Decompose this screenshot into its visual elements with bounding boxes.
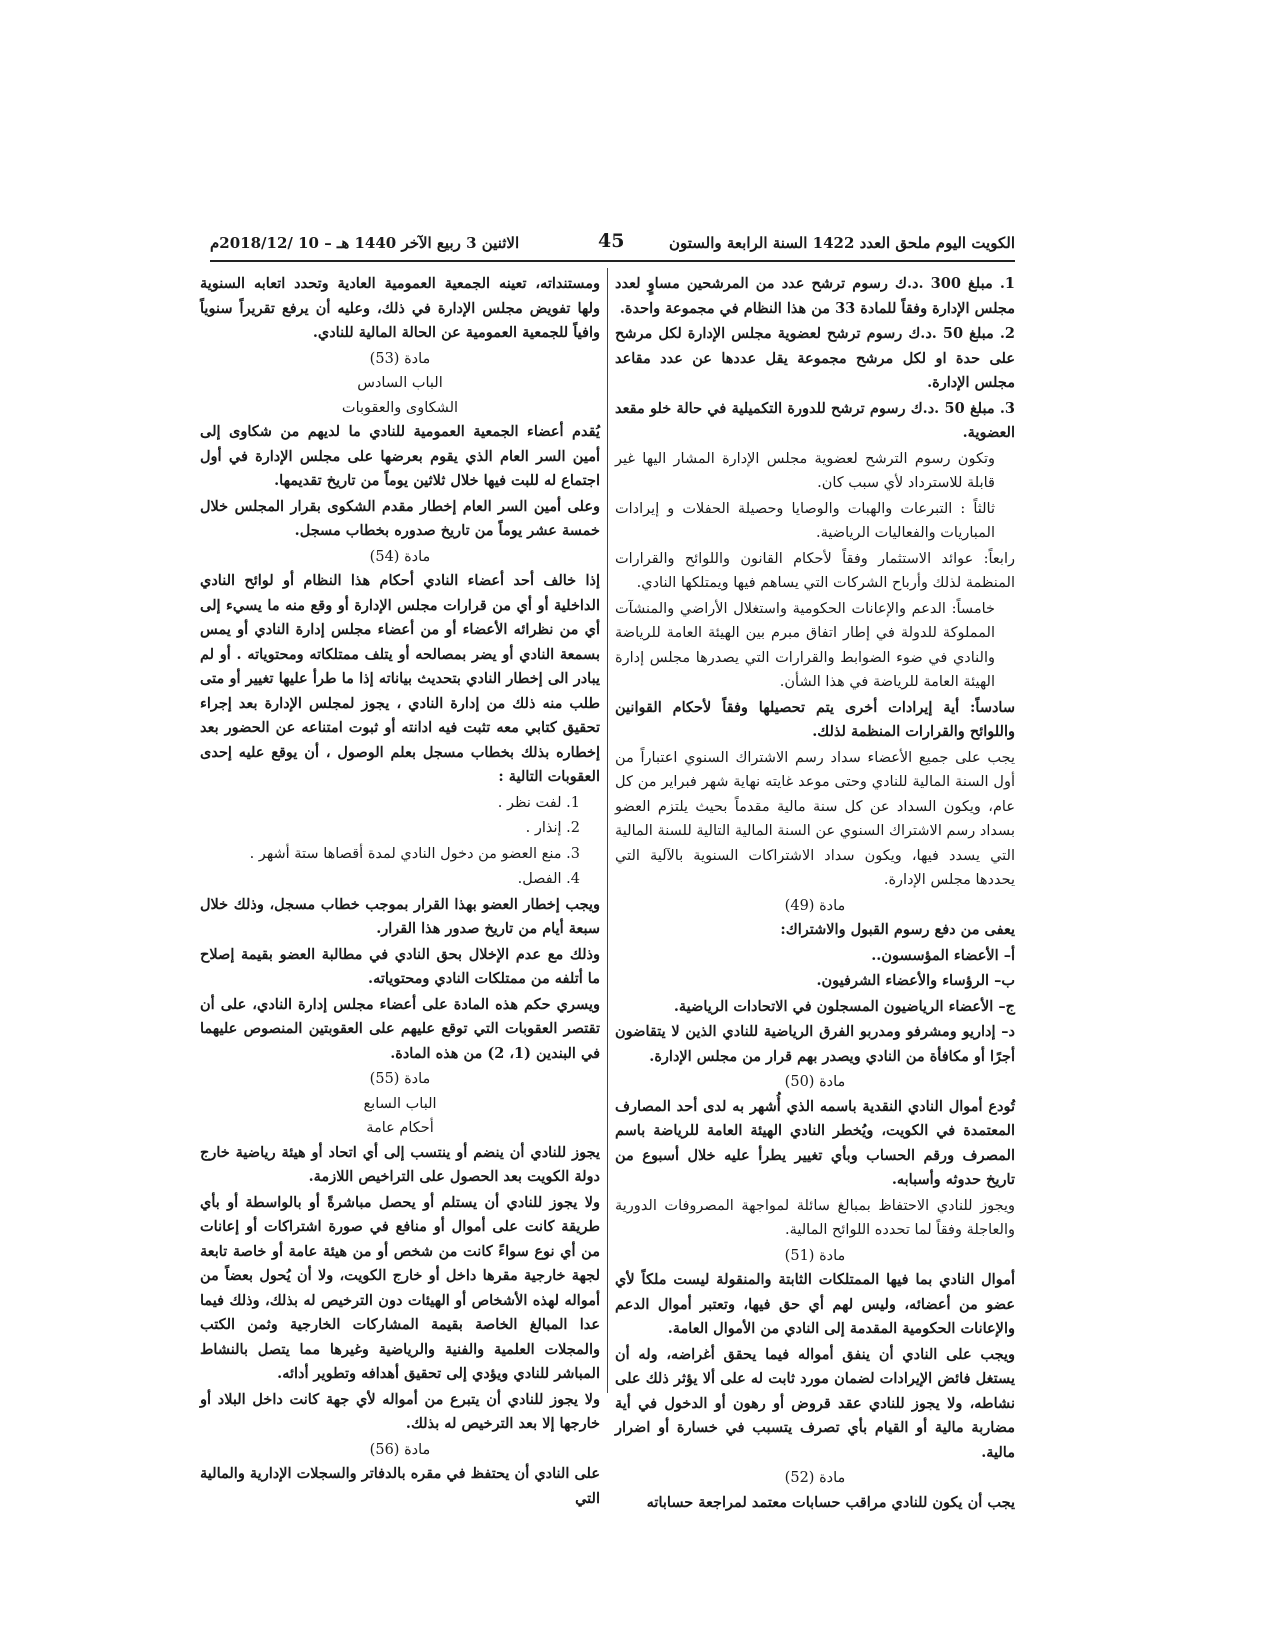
chapter-heading: الباب السابع [363, 1095, 437, 1112]
paragraph: يعفى من دفع رسوم القبول والاشتراك: [780, 921, 1015, 938]
paragraph: 3. مبلغ 50 .د.ك رسوم ترشح للدورة التكميلية في حالة خلو مقعد العضوية. [615, 399, 1016, 441]
paragraph: على النادي أن يحتفظ في مقره بالدفاتر والسجلات الإدارية والمالية التي [200, 1465, 600, 1507]
paragraph: 1. مبلغ 300 .د.ك رسوم ترشح عدد من المرشحين مساوٍ لعدد مجلس الإدارة وفقاً للمادة 33 من هذا النظام في مجموعة واحدة. [615, 275, 1015, 317]
paragraph: ولا يجوز للنادي أن يستلم أو يحصل مباشرةً أو بالواسطة أو بأي طريقة كانت على أموال أو منافع في صورة اشتراكات أو إعانات من أي نوع سواءً كانت من شخص أو من هيئة عامة أو خاصة تابعة لجهة خارجية مقرها داخل أو خارج الكويت، ولا أن يُحول بعضاً من أمواله لهذه الأشخاص أو الهيئات دون الترخيص له بذلك، وذلك فيما عدا المبالغ الخاصة بقيمة المشاركات الخارجية وثمن الكتب والمجلات العلمية والفنية والرياضية وغيرها مما يتصل بالنشاط المباشر للنادي ويؤدي إلى تحقيق أهدافه وتطوير أدائه. [200, 1193, 600, 1382]
header-rule [210, 260, 1015, 262]
page-number: 45 [598, 230, 625, 252]
list-item: ج– الأعضاء الرياضيون المسجلون في الاتحادات الرياضية. [673, 997, 1015, 1015]
paragraph: وعلى أمين السر العام إخطار مقدم الشكوى بقرار المجلس خلال خمسة عشر يوماً من تاريخ صدوره بخطاب مسجل. [200, 497, 600, 539]
paragraph: يجب أن يكون للنادي مراقب حسابات معتمد لمراجعة حساباته [646, 1493, 1015, 1511]
paragraph: ويجب على النادي أن ينفق أمواله فيما يحقق أغراضه، وله أن يستغل فائض الإيرادات لضمان مورد ثابت له على ألا يؤثر ذلك على نشاطه، ولا يجوز للنادي عقد قروض أو رهون أو الدخول في أية مضاربة مالية أو القيام بأي تصرف يتسبب في خسارة أو اضرار مالية. [615, 1345, 1015, 1461]
chapter-heading: الباب السادس [357, 375, 443, 391]
paragraph: خامساً: الدعم والإعانات الحكومية واستغلال الأراضي والمنشآت المملوكة للدولة في إطار اتفاق مبرم بين الهيئة العامة للرياضة والنادي في ضوء الضوابط والقرارات التي يصدرها مجلس إدارة الهيئة العامة للرياضة في هذا الشأن. [615, 600, 995, 690]
list-item: 4. الفصل. [517, 871, 580, 887]
paragraph: وتكون رسوم الترشح لعضوية مجلس الإدارة المشار اليها غير قابلة للاسترداد لأي سبب كان. [615, 450, 995, 491]
page-header [210, 230, 1015, 258]
paragraph: ولا يجوز للنادي أن يتبرع من أمواله لأي جهة كانت داخل البلاد أو خارجها إلا بعد الترخيص له بذلك. [200, 1390, 600, 1432]
header-publication: الكويت اليوم ملحق العدد 1422 السنة الرابعة والستون [669, 234, 1015, 252]
list-item: ب– الرؤساء والأعضاء الشرفيون. [816, 972, 1015, 989]
right-column [615, 272, 1015, 1516]
paragraph: تُودع أموال النادي النقدية باسمه الذي أُشهر به لدى أحد المصارف المعتمدة في الكويت، ويُخطر النادي الهيئة العامة للرياضة باسم المصرف ورقم الحساب وبأي تغيير يطرأ عليه خلال أسبوع من تاريخ حدوثه وأسبابه. [615, 1097, 1015, 1188]
paragraph: إذا خالف أحد أعضاء النادي أحكام هذا النظام أو لوائح النادي الداخلية أو أي من قرارات مجلس الإدارة أو وقع منه ما يسيء إلى أي من نظرائه الأعضاء أو من أعضاء مجلس إدارة النادي أو يمس بسمعة النادي أو يضر بمصالحه أو يتلف ممتلكاته ومحتوياته . أو لم يبادر الى إخطار النادي بتحديث بياناته إذا ما طرأ عليها تغيير أو متى طلب منه ذلك من إدارة النادي ، يجوز لمجلس الإدارة بعد إجراء تحقيق كتابي معه تثبت فيه ادانته أو ثبوت امتناعه عن الحضور بعد إخطاره بذلك بخطاب مسجل بعلم الوصول ، أن يوقع عليه إحدى العقوبات التالية : [200, 572, 600, 785]
article-heading: مادة (52) [784, 1470, 846, 1486]
article-heading: مادة (49) [784, 897, 846, 914]
paragraph: ثالثاً : التبرعات والهبات والوصايا وحصيلة الحفلات و إيرادات المباريات والفعاليات الرياضية. [615, 500, 995, 541]
list-item: د– إداريو ومشرفو ومدربو الفرق الرياضية للنادي الذين لا يتقاضون أجرًا أو مكافأة من النادي ويصدر بهم قرار من مجلس الإدارة. [615, 1023, 1015, 1065]
list-item: 2. إنذار . [525, 820, 580, 836]
list-item: 1. لفت نظر . [497, 794, 580, 811]
article-heading: مادة (55) [369, 1071, 431, 1087]
paragraph: ويجب إخطار العضو بهذا القرار بموجب خطاب مسجل، وذلك خلال سبعة أيام من تاريخ صدور هذا القرار. [200, 895, 600, 937]
chapter-subheading: أحكام عامة [366, 1120, 434, 1136]
paragraph: وذلك مع عدم الإخلال بحق النادي في مطالبة العضو بقيمة إصلاح ما أتلفه من ممتلكات النادي ومحتوياته. [200, 945, 600, 987]
paragraph: سادساً: أية إيرادات أخرى يتم تحصيلها وفقاً لأحكام القوانين واللوائح والقرارات المنظمة لذلك. [615, 698, 1015, 740]
paragraph: ويجوز للنادي الاحتفاظ بمبالغ سائلة لمواجهة المصروفات الدورية والعاجلة وفقاً لما تحدده اللوائح المالية. [615, 1197, 1015, 1238]
list-item: أ– الأعضاء المؤسسون.. [871, 946, 1015, 964]
header-date: الاثنين 3 ربيع الآخر 1440 هـ – 10 /2018/12م [210, 234, 520, 252]
left-column [200, 272, 600, 1512]
paragraph: ومستنداته، تعينه الجمعية العمومية العادية وتحدد اتعابه السنوية ولها تفويض مجلس الإدارة في ذلك، وعليه أن يرفع تقريراً سنوياً وافياً للجمعية العمومية عن الحالة المالية للنادي. [200, 275, 600, 341]
article-heading: مادة (51) [784, 1247, 846, 1264]
paragraph: يجب على جميع الأعضاء سداد رسم الاشتراك السنوي اعتباراً من أول السنة المالية للنادي وحتى موعد غايته نهاية شهر فبراير من كل عام، ويكون السداد عن كل سنة مالية مقدماً بحيث يلتزم العضو بسداد رسم الاشتراك السنوي عن السنة المالية التالية للسنة المالية التي يسدد فيها، ويكون سداد الاشتراكات السنوية بالآلية التي يحددها مجلس الإدارة. [615, 749, 1015, 888]
list-item: 3. منع العضو من دخول النادي لمدة أقصاها ستة أشهر . [249, 845, 580, 862]
paragraph: 2. مبلغ 50 .د.ك رسوم ترشح لعضوية مجلس الإدارة لكل مرشح على حدة او لكل مرشح مجموعة يقل عددها عن عدد مقاعد مجلس الإدارة. [615, 325, 1015, 391]
chapter-subheading: الشكاوى والعقوبات [341, 399, 459, 416]
paragraph: رابعاً: عوائد الاستثمار وفقاً لأحكام القانون واللوائح والقرارات المنظمة لذلك وأرباح الشركات التي يساهم فيها ويمتلكها النادي. [615, 550, 1015, 591]
column-divider [607, 268, 608, 1393]
paragraph: ويسري حكم هذه المادة على أعضاء مجلس إدارة النادي، على أن تقتصر العقوبات التي توقع عليهم على العقوبتين المنصوص عليهما في البندين (1، 2) من هذه المادة. [200, 995, 600, 1062]
paragraph: أموال النادي بما فيها الممتلكات الثابتة والمنقولة ليست ملكاً لأي عضو من أعضائه، وليس لهم أي حق فيها، وتعتبر أموال الدعم والإعانات الحكومية المقدمة إلى النادي من الأموال العامة. [615, 1271, 1015, 1337]
paragraph: يجوز للنادي أن ينضم أو ينتسب إلى أي اتحاد أو هيئة رياضية خارج دولة الكويت بعد الحصول على التراخيص اللازمة. [200, 1143, 600, 1185]
article-heading: مادة (53) [369, 350, 431, 367]
article-heading: مادة (50) [784, 1074, 846, 1090]
article-heading: مادة (54) [369, 548, 431, 565]
article-heading: مادة (56) [369, 1441, 431, 1458]
paragraph: يُقدم أعضاء الجمعية العمومية للنادي ما لديهم من شكاوى إلى أمين السر العام الذي يقوم بعرضها على مجلس الإدارة في أول اجتماع له للبت فيها خلال ثلاثين يوماً من تاريخ تقديمها. [200, 423, 600, 489]
